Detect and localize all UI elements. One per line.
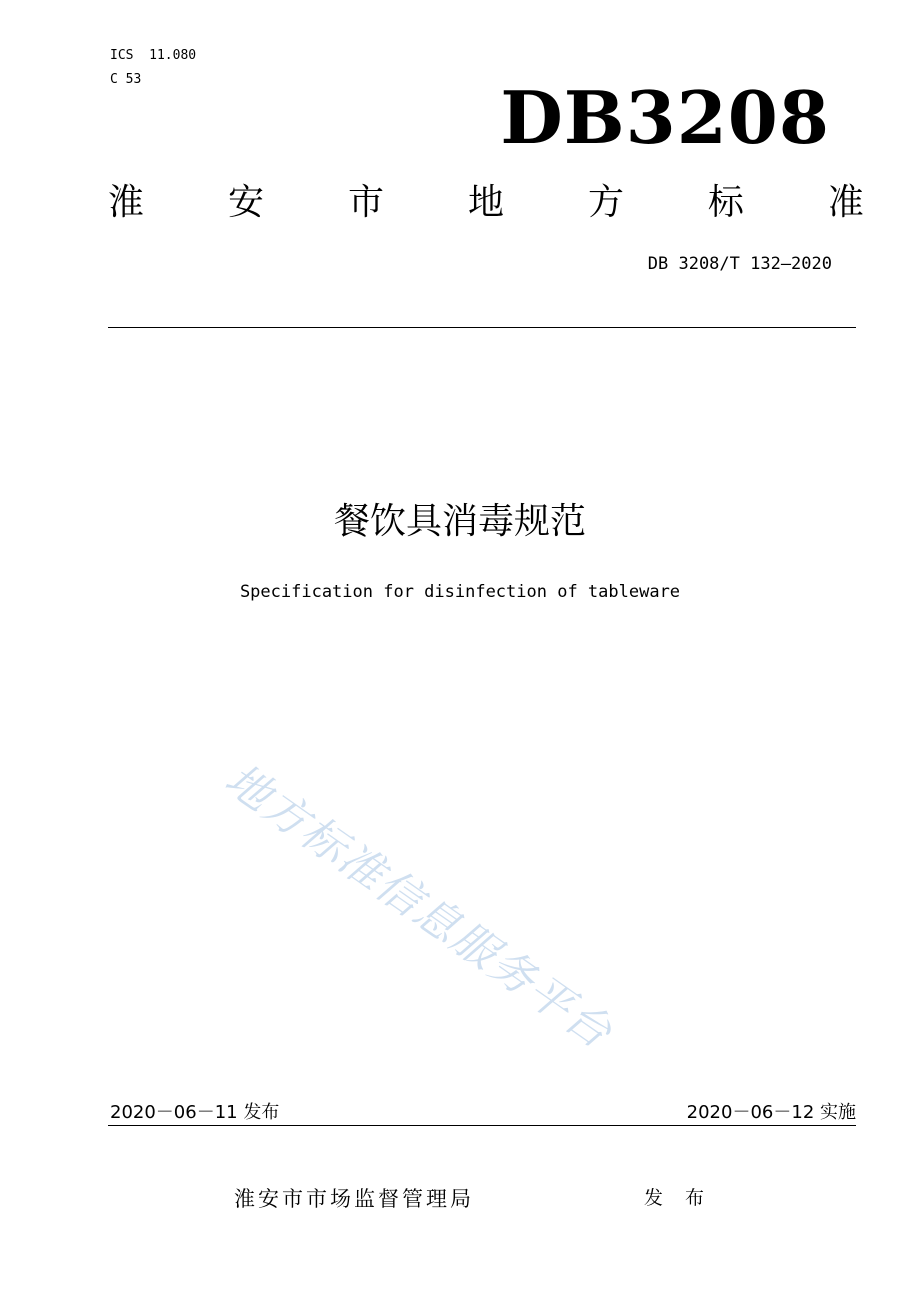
db-logo: DB3208: [500, 75, 830, 160]
standard-type-char: 淮: [108, 182, 145, 223]
standard-number: DB 3208/T 132—2020: [647, 254, 832, 274]
standard-type-char: 市: [347, 182, 384, 223]
document-title-chinese: 餐饮具消毒规范: [333, 501, 586, 542]
footer-divider: [108, 1125, 856, 1126]
implement-date: 2020－06－12 实施: [686, 1102, 856, 1123]
standard-type-char: 标: [707, 182, 744, 223]
standard-type-char: 准: [827, 182, 864, 223]
standard-type-heading: [108, 178, 864, 228]
publish-date: 2020－06－11 发布: [110, 1102, 280, 1123]
standard-type-char: 地: [467, 182, 504, 223]
standard-type-char: 方: [587, 182, 624, 223]
watermark: 地方标准信息服务平台: [215, 753, 622, 1060]
document-title-english: Specification for disinfection of tableware: [239, 582, 681, 602]
issue-label: 发 布: [644, 1187, 713, 1209]
issuing-authority: 淮安市市场监督管理局: [234, 1187, 474, 1211]
header-divider: [108, 327, 856, 328]
ics-code: ICS 11.080: [110, 48, 197, 63]
ccs-code: C 53: [110, 72, 142, 87]
standard-type-char: 安: [227, 182, 264, 223]
